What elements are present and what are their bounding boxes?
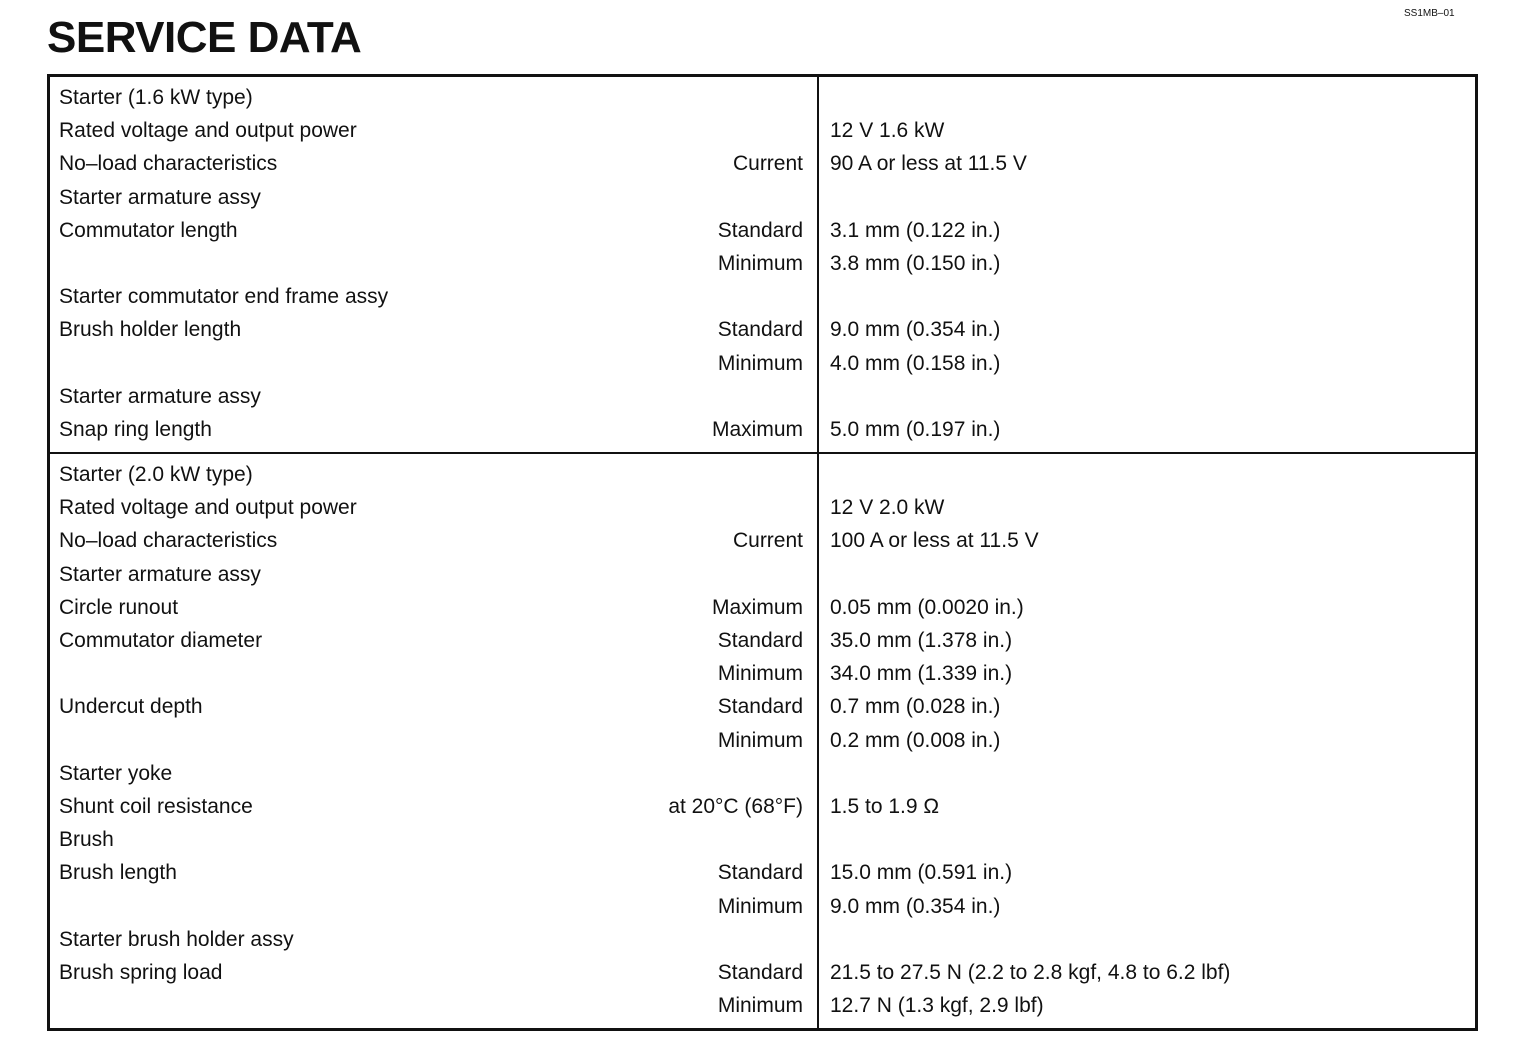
item-label: Brush length — [59, 861, 177, 885]
condition-label: Standard — [717, 629, 803, 652]
table-row — [50, 81, 1475, 114]
spec-value: 90 A or less at 11.5 V — [830, 152, 1027, 176]
condition-label: Minimum — [717, 994, 803, 1018]
table-row — [50, 624, 1475, 657]
table-row — [50, 114, 1475, 147]
table-row — [50, 890, 1475, 923]
item-label: No–load characteristics — [59, 529, 278, 553]
condition-label: Minimum — [717, 662, 803, 686]
item-label: Starter yoke — [59, 761, 173, 785]
spec-value: 3.8 mm (0.150 in.) — [830, 251, 1001, 275]
table-row — [50, 757, 1475, 790]
spec-value: 0.7 mm (0.028 in.) — [830, 695, 1001, 719]
spec-value: 9.0 mm (0.354 in.) — [830, 894, 1001, 918]
section-starter-2-0kw — [50, 452, 1475, 1028]
item-label: Starter armature assy — [59, 562, 261, 586]
condition-label: Standard — [717, 960, 803, 984]
item-label: No–load characteristics — [59, 152, 278, 176]
item-label: Brush holder length — [59, 318, 242, 342]
condition-label: at 20°C (68°F) — [668, 794, 803, 818]
table-row — [50, 458, 1475, 491]
condition-label: Minimum — [717, 351, 803, 375]
condition-label: Minimum — [717, 251, 803, 275]
spec-value: 35.0 mm (1.378 in.) — [830, 629, 1013, 652]
condition-label: Standard — [717, 695, 803, 719]
item-label: Rated voltage and output power — [59, 496, 357, 520]
condition-label: Minimum — [717, 728, 803, 752]
table-row — [50, 657, 1475, 690]
table-row — [50, 313, 1475, 346]
spec-value: 0.2 mm (0.008 in.) — [830, 728, 1001, 752]
item-label: Starter brush holder assy — [59, 927, 294, 951]
table-row — [50, 923, 1475, 956]
item-label: Commutator length — [59, 218, 238, 242]
spec-value: 5.0 mm (0.197 in.) — [830, 417, 1001, 441]
table-row — [50, 856, 1475, 889]
spec-value: 4.0 mm (0.158 in.) — [830, 351, 1001, 375]
spec-value: 12 V 1.6 kW — [830, 119, 945, 143]
table-row — [50, 790, 1475, 823]
condition-label: Standard — [717, 318, 803, 342]
table-row — [50, 591, 1475, 624]
table-row — [50, 690, 1475, 723]
table-row — [50, 989, 1475, 1022]
item-label: Starter armature assy — [59, 185, 261, 209]
condition-label: Current — [732, 529, 803, 553]
table-row — [50, 558, 1475, 591]
item-label: Starter armature assy — [59, 384, 261, 408]
table-row — [50, 413, 1475, 446]
table-row — [50, 380, 1475, 413]
condition-label: Standard — [717, 861, 803, 885]
spec-value: 1.5 to 1.9 Ω — [830, 794, 940, 818]
table-row — [50, 214, 1475, 247]
condition-label: Maximum — [711, 595, 803, 619]
table-row — [50, 956, 1475, 989]
spec-value: 12 V 2.0 kW — [830, 496, 945, 520]
spec-value: 9.0 mm (0.354 in.) — [830, 318, 1001, 342]
spec-value: 34.0 mm (1.339 in.) — [830, 662, 1013, 686]
table-row — [50, 823, 1475, 856]
item-label: Starter (2.0 kW type) — [59, 463, 253, 487]
table-row — [50, 347, 1475, 380]
item-label: Shunt coil resistance — [59, 794, 253, 818]
table-row — [50, 247, 1475, 280]
section-starter-1-6kw — [50, 77, 1475, 452]
item-label: Circle runout — [59, 595, 179, 619]
service-data-table — [47, 74, 1478, 1031]
item-label: Starter commutator end frame assy — [59, 285, 389, 309]
table-row — [50, 147, 1475, 180]
spec-value: 15.0 mm (0.591 in.) — [830, 861, 1013, 885]
table-row — [50, 724, 1475, 757]
item-label: Commutator diameter — [59, 629, 263, 652]
spec-value: 21.5 to 27.5 N (2.2 to 2.8 kgf, 4.8 to 6.2 lbf) — [830, 960, 1231, 984]
table-row — [50, 280, 1475, 313]
item-label: Snap ring length — [59, 417, 212, 441]
item-label: Brush spring load — [59, 960, 223, 984]
spec-value: 3.1 mm (0.122 in.) — [830, 218, 1001, 242]
page-title: SERVICE DATA — [47, 13, 362, 62]
spec-value: 12.7 N (1.3 kgf, 2.9 lbf) — [830, 994, 1044, 1018]
condition-label: Maximum — [711, 417, 803, 441]
item-label: Undercut depth — [59, 695, 203, 719]
condition-label: Standard — [717, 218, 803, 242]
spec-value: 100 A or less at 11.5 V — [830, 529, 1039, 553]
item-label: Rated voltage and output power — [59, 119, 357, 143]
table-row — [50, 491, 1475, 524]
item-label: Brush — [59, 828, 114, 852]
condition-label: Minimum — [717, 894, 803, 918]
table-row — [50, 181, 1475, 214]
item-label: Starter (1.6 kW type) — [59, 86, 253, 109]
table-row — [50, 524, 1475, 557]
condition-label: Current — [732, 152, 803, 176]
spec-value: 0.05 mm (0.0020 in.) — [830, 595, 1024, 619]
document-id: SS1MB–01 — [1404, 8, 1455, 19]
